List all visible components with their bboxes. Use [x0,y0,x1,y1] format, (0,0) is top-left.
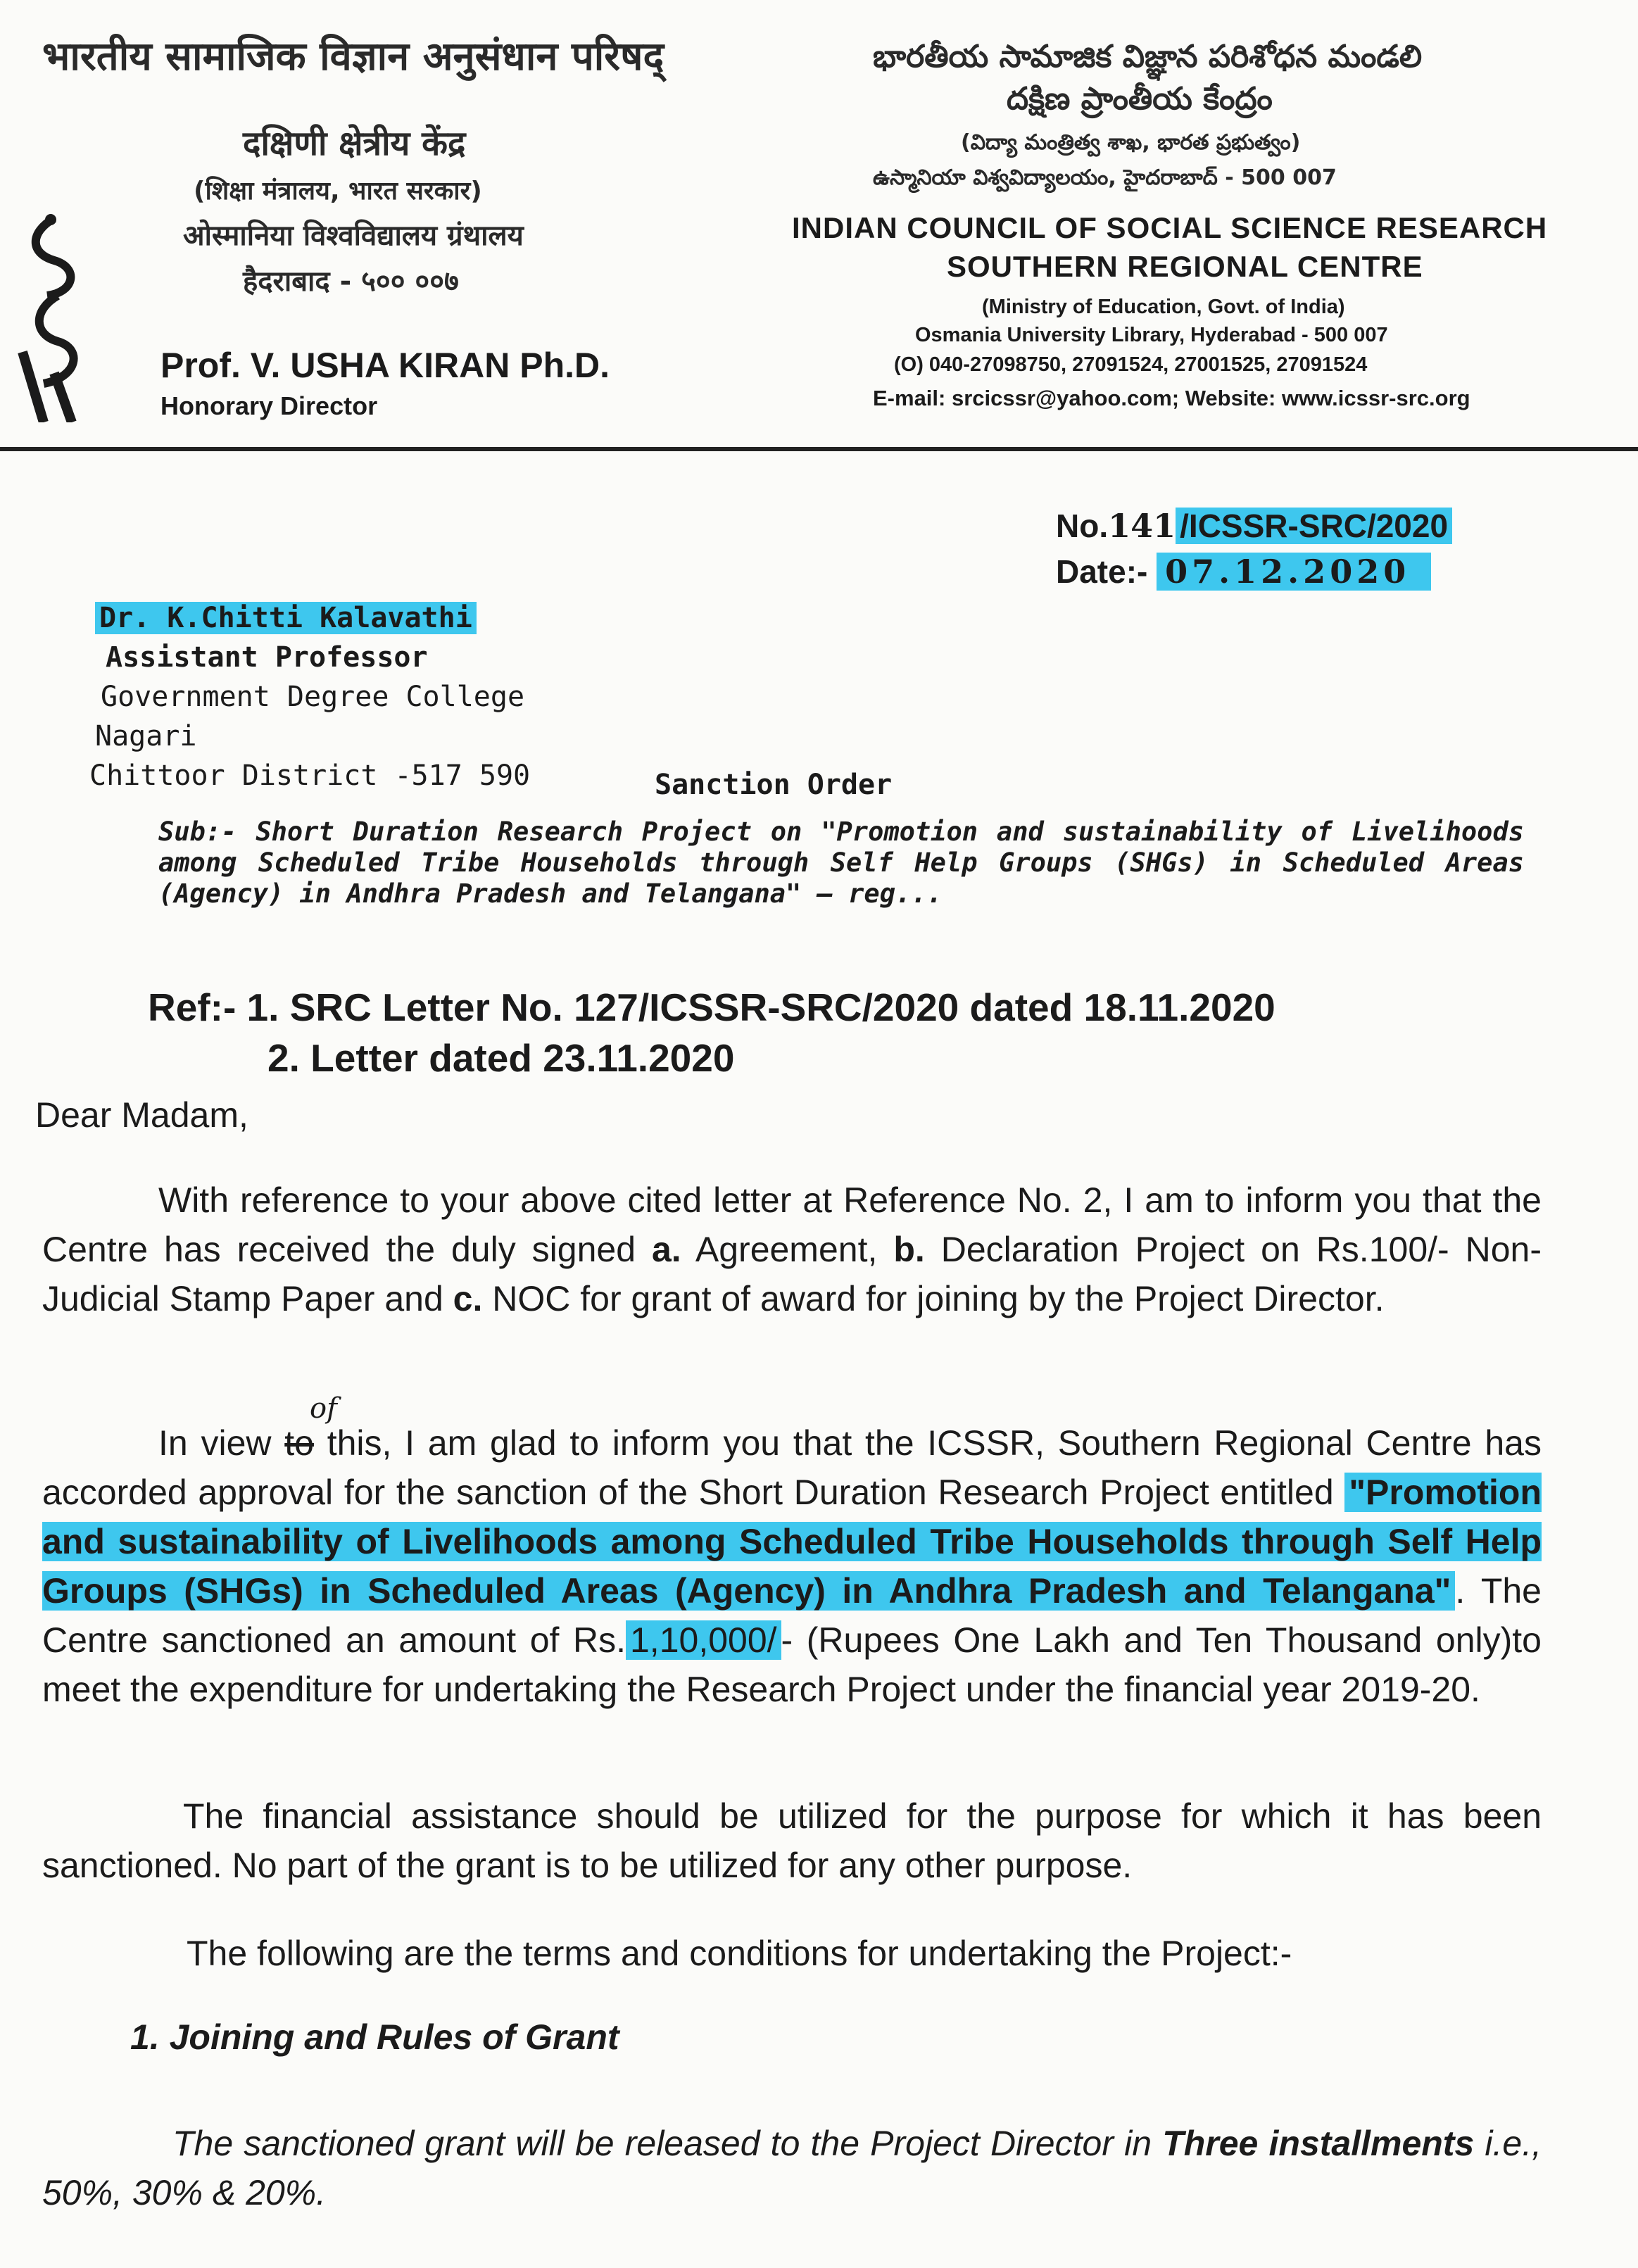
reference-2: 2. Letter dated 23.11.2020 [267,1036,735,1080]
date-line [1056,553,1431,591]
org-name: INDIAN COUNCIL OF SOCIAL SCIENCE RESEARCH [792,211,1548,244]
addressee-name: Dr. K.Chitti Kalavathi [95,598,530,638]
subject-block [158,817,1524,909]
phone-line: (O) 040-27098750, 27091524, 27001525, 27091524 [894,353,1368,376]
paragraph-2: In view to this, I am glad to inform you that the ICSSR, Southern Regional Centre has accorded approval for the sanction of the Short Duration Research Project entitled "Promotion and sustainability of Livelihoods among Scheduled Tribe Households through Self Help Groups (SHGs) in Scheduled Areas (Agency) in Andhra Pradesh and Telangana" . The Centre sanctioned an amount of Rs. 1,10,000/ - (Rupees One Lakh and Ten Thousand only)to meet the expenditure for undertaking the Research Project under the financial year 2019-20. [42,1423,1542,1709]
struck-word: to [284,1423,314,1463]
date-handwritten: 07.12.2020 [1157,553,1431,591]
header-divider [0,447,1638,451]
ref-no-handwritten: 141 [1108,507,1176,545]
date-label: Date:- [1056,553,1148,590]
telugu-org-name: భారతీయ సామాజిక విజ్ఞాన పరిశోధన మండలి [873,39,1423,75]
hindi-city: हैदराबाद - ५०० ००७ [243,265,459,298]
addressee-title: Assistant Professor [106,641,428,674]
icssr-logo [15,211,93,422]
ref-no-suffix: /ICSSR-SRC/2020 [1176,508,1452,544]
subject-text: Short Duration Research Project on "Promotion and sustainability of Livelihoods among Scheduled Tribe Households through Self Help Groups (SHGs) in Scheduled Areas (Agency) in Andhra Pradesh and Telangana" – reg... [158,817,1525,909]
director-title: Honorary Director [160,391,378,420]
email-website-line: E-mail: srcicssr@yahoo.com; Website: www.icssr-src.org [873,386,1470,410]
project-title: "Promotion and sustainability of Livelihoods among Scheduled Tribe Households through Self Help Groups (SHGs) in Scheduled Areas (Agency) in Andhra Pradesh and Telangana" [42,1473,1542,1611]
document-title: Sanction Order [655,769,893,801]
subject-label: Sub:- [158,817,237,847]
reference-1: Ref:- 1. SRC Letter No. 127/ICSSR-SRC/2020 dated 18.11.2020 [148,985,1275,1029]
paragraph-3: The financial assistance should be utilized for the purpose for which it has been sanctioned. No part of the grant is to be utilized for any other purpose. [42,1796,1542,1885]
ref-no-label: No. [1056,508,1109,544]
paragraph-5: The sanctioned grant will be released to the Project Director in Three installments i.e., 50%, 30% & 20%. [42,2124,1542,2212]
hindi-org-name: भारतीय सामाजिक विज्ञान अनुसंधान परिषद् [42,34,664,80]
telugu-centre-name: దక్షిణ ప్రాంతీయ కేంద్రం [1007,81,1273,117]
salutation: Dear Madam, [35,1095,248,1135]
reference-list [148,982,1275,1083]
addressee-college: Government Degree College [101,681,525,713]
handwritten-insert: of [310,1392,337,1425]
reference-number [1056,507,1452,545]
telugu-address: ఉస్మానియా విశ్వవిద్యాలయం, హైదరాబాద్ - 500 007 [873,165,1337,190]
section-heading-1: 1. Joining and Rules of Grant [130,2017,619,2057]
paragraph-1: With reference to your above cited letter at Reference No. 2, I am to inform you that the Centre has received the duly signed a. Agreement, b. Declaration Project on Rs.100/- Non-Judicial Stamp Paper and c. NOC for grant of award for joining by the Project Director. [42,1180,1542,1318]
hindi-library: ओस्मानिया विश्वविद्यालय ग्रंथालय [183,220,524,252]
addressee-town: Nagari [95,720,197,752]
telugu-ministry: (విద్యా మంత్రిత్వ శాఖ, భారత ప్రభుత్వం) [961,130,1301,155]
addressee-district: Chittoor District -517 590 [89,760,531,792]
sanctioned-amount: 1,10,000/ [626,1620,781,1660]
hindi-ministry: (शिक्षा मंत्रालय, भारत सरकार) [194,177,482,206]
addressee-block [89,598,531,795]
director-name: Prof. V. USHA KIRAN Ph.D. [160,346,610,385]
centre-name: SOUTHERN REGIONAL CENTRE [947,250,1423,283]
ministry-line: (Ministry of Education, Govt. of India) [982,296,1345,318]
hindi-centre-name: दक्षिणी क्षेत्रीय केंद्र [243,124,466,163]
address-line: Osmania University Library, Hyderabad - 500 007 [915,324,1388,346]
paragraph-4: The following are the terms and conditions for undertaking the Project:- [187,1934,1292,1973]
